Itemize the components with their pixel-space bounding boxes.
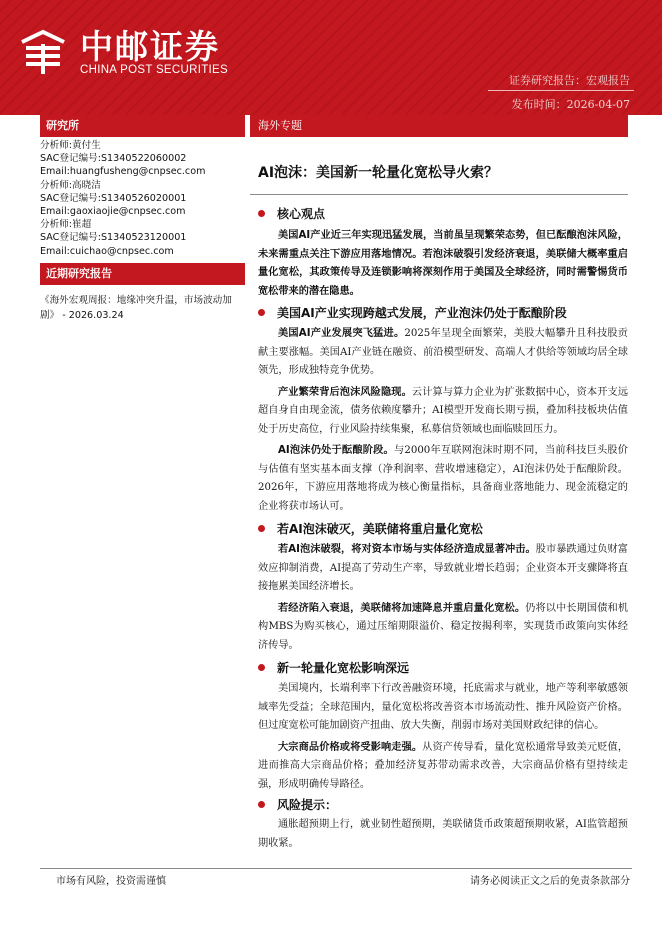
paragraph — [258, 739, 628, 795]
paragraph-lead: 美国AI产业发展突飞猛进。 — [278, 328, 405, 339]
paragraph-lead: 产业繁荣背后泡沫风险隐现。 — [278, 386, 412, 398]
main-content — [250, 115, 628, 853]
left-sidebar — [40, 115, 245, 323]
paragraph-body: 从资产传导看，量化宽松通常导致美元贬值，进而推高大宗商品价格；叠加经济复苏带动需求改善，大宗商品价格有望持续走强，形成明确传导路径。 — [258, 741, 629, 790]
analyst-line: SAC登记编号:S1340522060002 — [40, 153, 187, 165]
recent-reports-title: 近期研究报告 — [40, 263, 245, 285]
topic-label: 海外专题 — [250, 115, 628, 137]
analyst-line: 分析师:高晓洁 — [40, 179, 101, 191]
section-heading — [258, 796, 628, 813]
company-name-cn: 中邮证券 — [80, 27, 220, 66]
section-heading — [258, 304, 628, 321]
paragraph-body: 与2000年互联网泡沫时期不同，当前科技巨头股价与估值有坚实基本面支撑（净利润率、营收增速稳定），AI泡沫仍处于酝酿阶段。2026年，下游应用落地将成为核心衡量指标，具备商业落地能力、现金流稳定的企业将获市场认可。 — [258, 445, 628, 512]
footer-disclaimer: 市场有风险，投资需谨慎 — [56, 876, 166, 887]
analyst-line: SAC登记编号:S1340523120001 — [40, 232, 187, 244]
paragraph — [258, 680, 628, 736]
paragraph — [258, 384, 628, 440]
paragraph-body: 美国境内，长端利率下行改善融资环境，托底需求与就业，地产等利率敏感领域率先受益；全球范围内，量化宽松将改善资本市场流动性、推升风险资产价格。但过度宽松可能加剧资产扭曲、放大失衡，削弱市场对美国财政纪律的信心。 — [258, 683, 628, 731]
section-title: 新一轮量化宽松影响深远 — [277, 661, 410, 675]
bullet-icon — [258, 664, 265, 671]
section-heading — [258, 520, 628, 537]
analyst-email[interactable]: Email:huangfusheng@cnpsec.com — [40, 166, 206, 178]
analyst-email[interactable]: Email:cuichao@cnpsec.com — [40, 245, 174, 257]
title-divider — [250, 194, 628, 195]
analyst-line: 分析师:崔超 — [40, 219, 92, 231]
report-header — [0, 0, 662, 115]
paragraph-body: 云计算与算力企业为扩张数据中心，资本开支远超自身自由现金流，债务依赖度攀升；AI模型开发商长期亏损，叠加科技板块估值处于历史高位，行业风险持续集聚，私募信贷领域也面临赎回压力。 — [258, 386, 629, 435]
paragraph-lead: 大宗商品价格或将受影响走强。 — [278, 741, 423, 753]
risk-text: 通胀超预期上行，就业韧性超预期，美联储货币政策超预期收紧，AI监管超预期收紧。 — [258, 819, 628, 849]
paragraph-lead: AI泡沫仍处于酝酿阶段。 — [278, 445, 394, 456]
analyst-line: 分析师:黄付生 — [40, 140, 101, 151]
section-title: 若AI泡沫破灭，美联储将重启量化宽松 — [277, 522, 483, 536]
analyst-list — [40, 137, 245, 258]
section-heading — [258, 659, 628, 676]
paragraph-body: 股市暴跌通过负财富效应抑制消费，AI提高了劳动生产率，导致就业增长趋弱；企业资本开支骤降将直接拖累美国经济增长。 — [258, 544, 628, 592]
section-heading — [258, 205, 628, 222]
paragraph-body: 仍将以中长期国债和机构MBS为购买核心，通过压缩期限溢价、稳定按揭利率，实现货币政策向实体经济传导。 — [258, 602, 629, 651]
section-title: 风险提示： — [277, 798, 338, 812]
paragraph — [258, 600, 628, 656]
bullet-icon — [258, 210, 265, 217]
section-title: 美国AI产业实现跨越式发展，产业泡沫仍处于酝酿阶段 — [277, 306, 567, 320]
report-type: 证券研究报告：宏观报告 — [509, 74, 630, 87]
analyst-line: SAC登记编号:S1340526020001 — [40, 192, 187, 204]
paragraph-body: 2025年呈现全面繁荣，美股大幅攀升且科技股贡献主要涨幅。美国AI产业链在融资、前沿模型研发、高端人才供给等领域均居全球领先，形成独特竞争优势。 — [258, 328, 628, 376]
china-post-logo-icon — [18, 26, 68, 76]
report-title: AI泡沫：美国新一轮量化宽松导火索？ — [258, 165, 499, 181]
bullet-icon — [258, 309, 265, 316]
bullet-icon — [258, 525, 265, 532]
paragraph — [258, 442, 628, 516]
publish-date: 发布时间：2026-04-07 — [511, 98, 630, 111]
analyst-email[interactable]: Email:gaoxiaojie@cnpsec.com — [40, 206, 186, 218]
company-name-en: CHINA POST SECURITIES — [80, 64, 228, 76]
paragraph — [258, 325, 628, 381]
bullet-icon — [258, 801, 265, 808]
paragraph-lead: 若经济陷入衰退，美联储将加速降息并重启量化宽松。 — [278, 602, 526, 614]
core-view-text: 美国AI产业近三年实现迅猛发展，当前虽呈现繁荣态势，但已酝酿泡沫风险，未来需重点关注下游应用落地情况。若泡沫破裂引发经济衰退，美联储大概率重启量化宽松，其政策传导及连锁影响将深刻作用于美国及全球经济，同时需警惕货币宽松带来的潜在隐患。 — [258, 230, 628, 297]
recent-report-link[interactable]: 《海外宏观周报：地缘冲突升温，市场波动加剧》 - 2026.03.24 — [40, 294, 232, 321]
header-divider — [488, 90, 634, 91]
paragraph-lead: 若AI泡沫破裂，将对资本市场与实体经济造成显著冲击。 — [278, 544, 536, 555]
paragraph — [258, 541, 628, 597]
footer-notice: 请务必阅读正文之后的免责条款部分 — [470, 876, 630, 887]
section-title: 核心观点 — [277, 207, 326, 221]
footer-divider — [40, 868, 632, 869]
researchers-title: 研究所 — [40, 115, 245, 137]
